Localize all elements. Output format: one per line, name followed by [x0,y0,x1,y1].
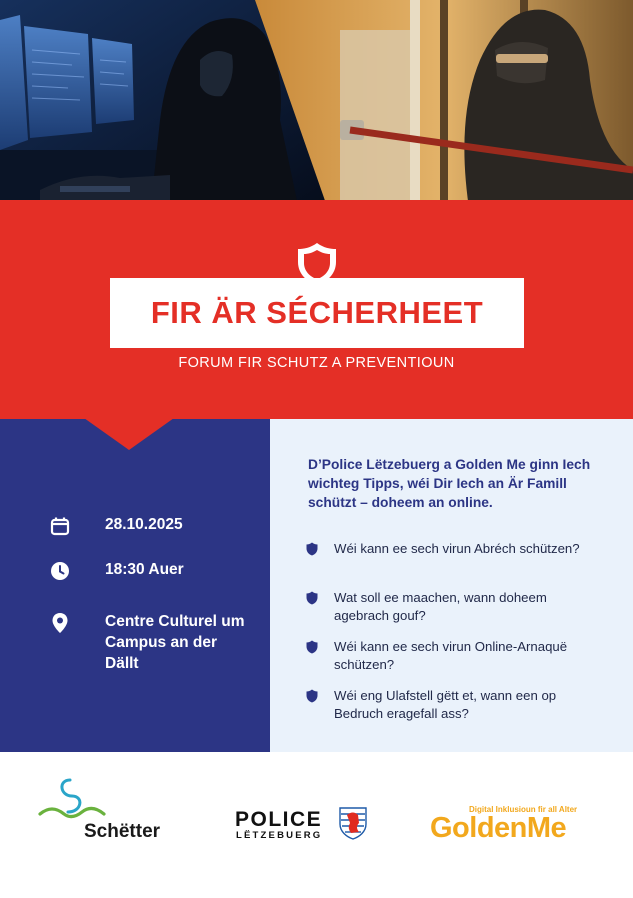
red-notch [84,418,174,450]
shield-bullet-icon [306,689,318,703]
clock-icon [48,559,72,583]
calendar-icon [48,514,72,538]
hacker-photo [0,0,633,215]
event-time: 18:30 Auer [105,561,184,578]
event-location-row [48,611,245,674]
goldenme-logo-name: GoldenMe [430,812,567,844]
topic-text: Wéi eng Ulafstell gëtt et, wann een op Bedruch eragefall ass? [334,688,557,721]
schetter-name: Schëtter [84,821,161,842]
goldenme-tagline: Digital Inklusioun fir all Alter [469,805,578,814]
police-logo-name: POLICE [235,808,323,831]
police-lion-icon [337,806,369,840]
event-location: Centre Culturel um Campus an der Dällt [105,613,245,672]
list-item [306,540,606,558]
page-subtitle: FORUM FIR SCHUTZ A PREVENTIOUN [178,355,455,371]
topic-text: Wat soll ee maachen, wann doheem agebrach gouf? [334,590,547,623]
shield-bullet-icon [306,591,318,605]
title-box [110,278,524,348]
event-date: 28.10.2025 [105,516,183,533]
event-details-panel [0,419,270,752]
page-title: FIR ÄR SÉCHERHEET [150,295,484,330]
topic-text: Wéi kann ee sech virun Abréch schützen? [334,541,580,556]
event-time-row [48,559,184,583]
list-item [306,687,606,723]
intro-text: D’Police Lëtzebuerg a Golden Me ginn Iech wichteg Tipps, wéi Dir Iech an Är Famill schützt – doheem an online. [308,457,591,510]
list-item [306,638,606,674]
location-pin-icon [48,611,72,635]
list-item [306,589,606,625]
header-photo [0,0,633,215]
topic-text: Wéi kann ee sech virun Online-Arnaquë schützen? [334,639,568,672]
police-logo-subname: LËTZEBUERG [236,830,323,841]
event-date-row [48,514,183,538]
shield-bullet-icon [306,542,318,556]
shield-bullet-icon [306,640,318,654]
